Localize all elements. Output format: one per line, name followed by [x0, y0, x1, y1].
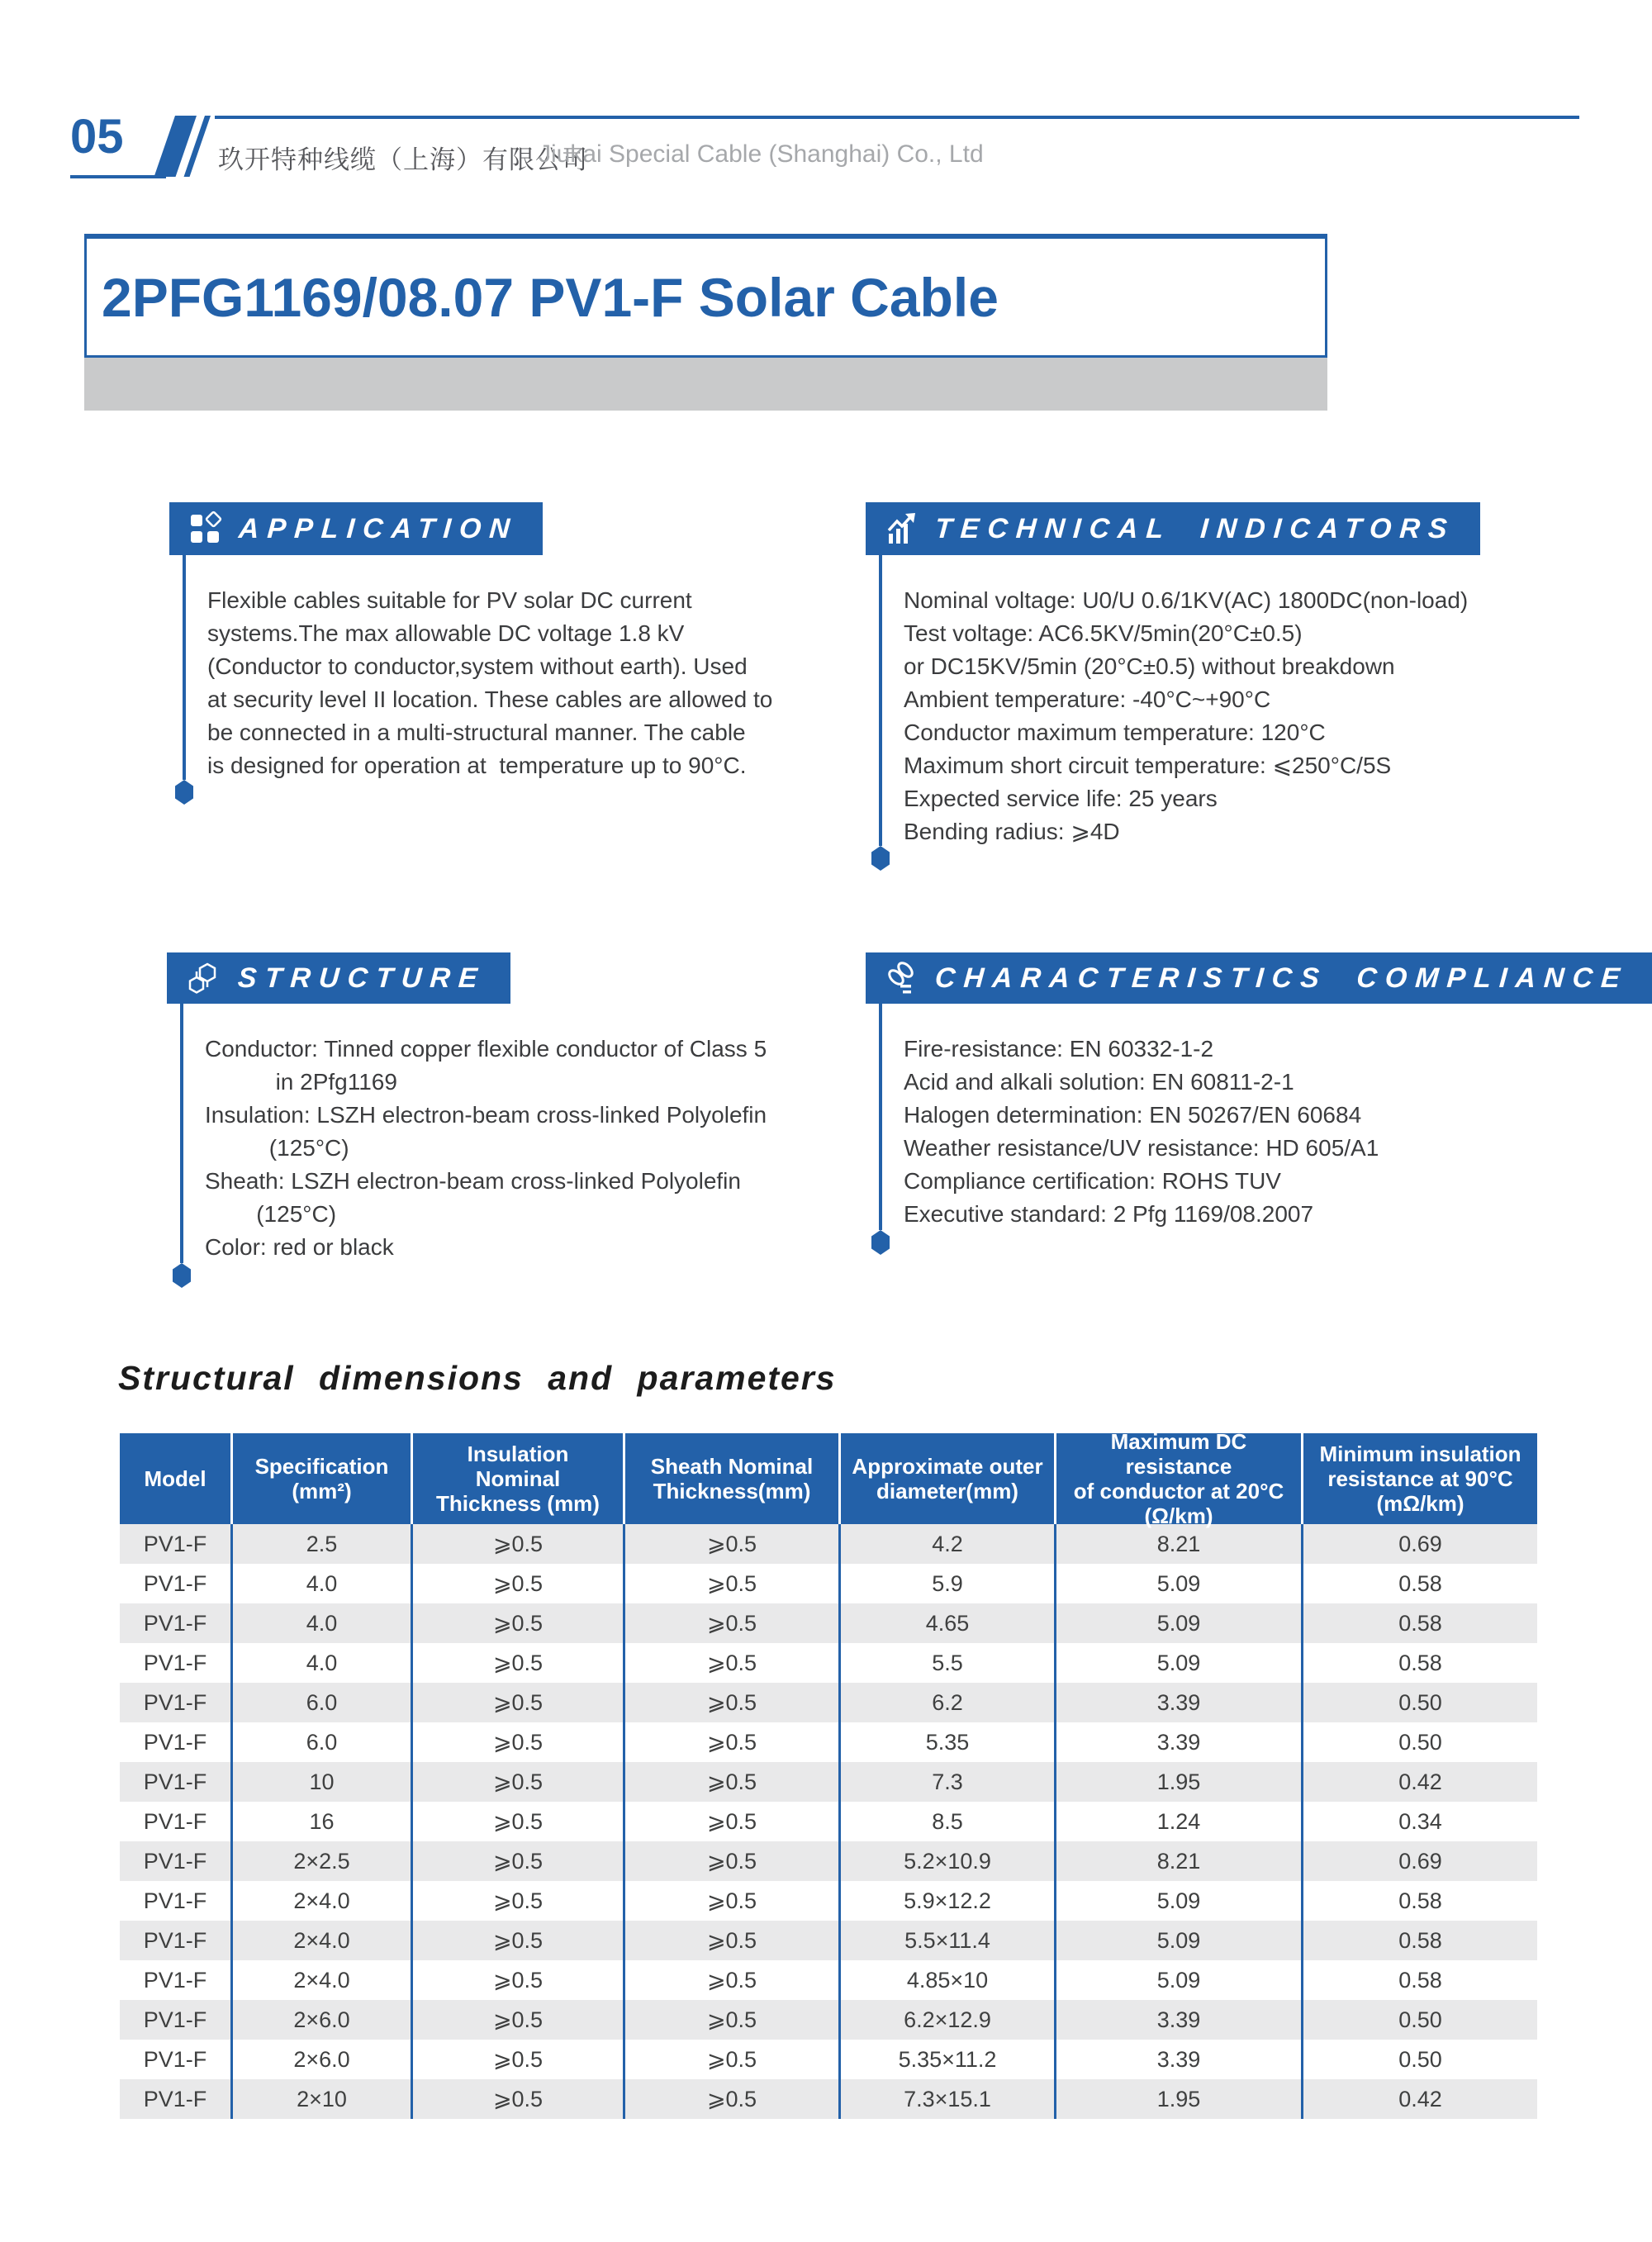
text-line: (125°C) — [205, 1201, 337, 1227]
text-line: Executive standard: 2 Pfg 1169/08.2007 — [904, 1201, 1314, 1227]
column-header-line: (Ω/km) — [1144, 1503, 1213, 1528]
text-line: Conductor maximum temperature: 120°C — [904, 720, 1326, 745]
text-line: be connected in a multi-structural manner. The cable — [207, 720, 746, 745]
table-cell: 5.09 — [1056, 1960, 1303, 2000]
table-cell: PV1-F — [120, 1921, 233, 1960]
table-header-row — [120, 1429, 1537, 1528]
column-header-line: Thickness(mm) — [653, 1479, 811, 1503]
table-cell: 5.2×10.9 — [841, 1841, 1056, 1881]
column-header — [120, 1433, 233, 1524]
text-line: Weather resistance/UV resistance: HD 605/A1 — [904, 1135, 1379, 1161]
text-line: at security level II location. These cables are allowed to — [207, 686, 773, 712]
table-cell: ⩾0.5 — [413, 1960, 625, 2000]
table-cell: 0.42 — [1398, 2086, 1442, 2111]
column-header-line: Specification — [254, 1454, 389, 1479]
table-cell: 7.3 — [841, 1762, 1056, 1802]
section-structure — [167, 952, 852, 1308]
table-cell: ⩾0.5 — [413, 1762, 625, 1802]
table-cell: ⩾0.5 — [413, 2040, 625, 2079]
column-header-line: Insulation — [467, 1442, 569, 1466]
column-header-line: diameter(mm) — [876, 1479, 1018, 1503]
table-row — [120, 1960, 1537, 2000]
table-cell: 4.85×10 — [841, 1960, 1056, 2000]
table-cell: ⩾0.5 — [413, 1802, 625, 1841]
table-cell: 8.21 — [1056, 1841, 1303, 1881]
table-cell: 4.65 — [841, 1603, 1056, 1643]
table-row — [120, 1564, 1537, 1603]
table-cell: 4.0 — [233, 1564, 413, 1603]
table-cell: 4.0 — [233, 1643, 413, 1683]
column-header-line: Minimum insulation — [1319, 1442, 1521, 1466]
text-line: in 2Pfg1169 — [205, 1069, 397, 1095]
table-cell: 5.5 — [841, 1643, 1056, 1683]
table-heading: Structural dimensions and parameters — [118, 1359, 837, 1397]
table-cell: ⩾0.5 — [625, 1722, 841, 1762]
table-cell: PV1-F — [120, 2000, 233, 2040]
text-line: Acid and alkali solution: EN 60811-2-1 — [904, 1069, 1294, 1095]
table-cell: ⩾0.5 — [625, 2079, 841, 2119]
table-body — [120, 1524, 1537, 2119]
technical-indicators-text — [866, 584, 1593, 848]
column-header-line: (mΩ/km) — [1376, 1491, 1464, 1516]
table-cell: 3.39 — [1056, 1683, 1303, 1722]
table-cell: ⩾0.5 — [413, 1921, 625, 1960]
text-line: Fire-resistance: EN 60332-1-2 — [904, 1036, 1214, 1062]
table-cell: ⩾0.5 — [625, 2000, 841, 2040]
table-cell: 5.35 — [841, 1722, 1056, 1762]
text-line: Compliance certification: ROHS TUV — [904, 1168, 1281, 1194]
table-cell: 0.58 — [1398, 1888, 1442, 1913]
table-cell: 3.39 — [1056, 2040, 1303, 2079]
table-cell: 2.5 — [233, 1524, 413, 1564]
characteristics-compliance-text — [866, 1033, 1593, 1231]
section-characteristics-compliance — [866, 952, 1630, 1283]
table-cell: PV1-F — [120, 1683, 233, 1722]
text-line: or DC15KV/5min (20°C±0.5) without breakdown — [904, 653, 1395, 679]
table-cell: ⩾0.5 — [413, 1881, 625, 1921]
text-line: Maximum short circuit temperature: ⩽250°C/5S — [904, 753, 1392, 778]
table-cell: ⩾0.5 — [625, 1683, 841, 1722]
table-row — [120, 1524, 1537, 1564]
table-cell: PV1-F — [120, 1762, 233, 1802]
table-cell: ⩾0.5 — [413, 1841, 625, 1881]
table-cell: 8.5 — [841, 1802, 1056, 1841]
table-cell: 0.58 — [1398, 1927, 1442, 1953]
table-cell: 0.42 — [1398, 1769, 1442, 1794]
table-cell: ⩾0.5 — [625, 1921, 841, 1960]
table-cell: PV1-F — [120, 1564, 233, 1603]
table-cell: 5.09 — [1056, 1921, 1303, 1960]
text-line: (125°C) — [205, 1135, 349, 1161]
table-cell: ⩾0.5 — [625, 1603, 841, 1643]
column-header-line: Nominal — [475, 1466, 561, 1491]
section-application — [169, 502, 855, 833]
title-gray-bar — [84, 358, 1327, 411]
table-row — [120, 1881, 1537, 1921]
characteristics-compliance-badge — [866, 952, 1652, 1004]
text-line: Nominal voltage: U0/U 0.6/1KV(AC) 1800DC(non-load) — [904, 587, 1469, 613]
table-cell: ⩾0.5 — [625, 2040, 841, 2079]
column-header-line: Model — [144, 1466, 206, 1491]
apps-grid-icon — [188, 511, 224, 547]
table-cell: 0.50 — [1398, 2007, 1442, 2032]
page-number: 05 — [70, 110, 124, 164]
column-header-line: Thickness (mm) — [436, 1491, 600, 1516]
column-header — [413, 1433, 625, 1524]
structure-text — [167, 1033, 852, 1264]
table-row — [120, 1722, 1537, 1762]
table-cell: PV1-F — [120, 1524, 233, 1564]
table-cell: 2×2.5 — [233, 1841, 413, 1881]
column-header — [233, 1433, 413, 1524]
table-cell: ⩾0.5 — [625, 1841, 841, 1881]
table-cell: 4.0 — [233, 1603, 413, 1643]
product-title-box — [84, 234, 1327, 358]
table-cell: 0.58 — [1398, 1650, 1442, 1675]
technical-indicators-badge — [866, 502, 1480, 555]
table-cell: 3.39 — [1056, 2000, 1303, 2040]
table-row — [120, 1643, 1537, 1683]
table-cell: ⩾0.5 — [413, 1722, 625, 1762]
text-line: Halogen determination: EN 50267/EN 60684 — [904, 1102, 1362, 1128]
header-rule — [215, 116, 1579, 119]
text-line: Bending radius: ⩾4D — [904, 819, 1120, 844]
column-header-line: Approximate outer — [852, 1454, 1043, 1479]
table-cell: 5.9×12.2 — [841, 1881, 1056, 1921]
table-cell: PV1-F — [120, 1722, 233, 1762]
table-cell: ⩾0.5 — [625, 1524, 841, 1564]
application-text — [169, 584, 855, 782]
table-cell: 0.50 — [1398, 2046, 1442, 2072]
table-cell: 1.24 — [1056, 1802, 1303, 1841]
application-badge — [169, 502, 543, 555]
table-cell: 2×4.0 — [233, 1881, 413, 1921]
section-connector-line — [183, 527, 186, 780]
table-row — [120, 1762, 1537, 1802]
table-row — [120, 1921, 1537, 1960]
section-connector-line — [879, 527, 882, 846]
column-header-line: resistance at 90°C — [1327, 1466, 1513, 1491]
text-line: Conductor: Tinned copper flexible conductor of Class 5 — [205, 1036, 767, 1062]
table-cell: PV1-F — [120, 1643, 233, 1683]
table-cell: PV1-F — [120, 1802, 233, 1841]
connector-pendant-icon — [871, 1230, 890, 1255]
table-cell: ⩾0.5 — [625, 1564, 841, 1603]
dimensions-table — [120, 1429, 1537, 2119]
table-cell: 2×6.0 — [233, 2000, 413, 2040]
table-cell: 5.5×11.4 — [841, 1921, 1056, 1960]
table-cell: ⩾0.5 — [413, 1524, 625, 1564]
text-line: systems.The max allowable DC voltage 1.8 kV — [207, 620, 685, 646]
column-header — [1303, 1433, 1537, 1524]
table-cell: ⩾0.5 — [413, 1603, 625, 1643]
column-header — [1056, 1429, 1303, 1528]
column-header-line: of conductor at 20°C — [1073, 1479, 1284, 1503]
table-row — [120, 2079, 1537, 2119]
table-cell: 2×4.0 — [233, 1921, 413, 1960]
text-line: Expected service life: 25 years — [904, 786, 1218, 811]
section-connector-line — [180, 977, 183, 1263]
text-line: Color: red or black — [205, 1234, 394, 1260]
table-cell: ⩾0.5 — [413, 1643, 625, 1683]
column-header — [841, 1433, 1056, 1524]
bar-chart-rising-icon — [884, 511, 920, 547]
connector-pendant-icon — [173, 1263, 191, 1288]
product-title: 2PFG1169/08.07 PV1-F Solar Cable — [102, 266, 999, 328]
table-cell: 2×4.0 — [233, 1960, 413, 2000]
table-cell: 4.2 — [841, 1524, 1056, 1564]
text-line: Sheath: LSZH electron-beam cross-linked Polyolefin — [205, 1168, 741, 1194]
table-row — [120, 1841, 1537, 1881]
table-cell: 0.50 — [1398, 1729, 1442, 1755]
column-header-line: Maximum DC resistance — [1110, 1429, 1247, 1479]
section-connector-line — [879, 977, 882, 1230]
characteristics-compliance-badge-label: CHARACTERISTICS COMPLIANCE — [933, 962, 1630, 994]
table-cell: PV1-F — [120, 1881, 233, 1921]
table-row — [120, 2000, 1537, 2040]
table-cell: PV1-F — [120, 1960, 233, 2000]
section-technical-indicators — [866, 502, 1593, 899]
table-cell: ⩾0.5 — [625, 1881, 841, 1921]
table-cell: 6.0 — [233, 1683, 413, 1722]
table-cell: 5.09 — [1056, 1643, 1303, 1683]
table-cell: PV1-F — [120, 2079, 233, 2119]
table-cell: 0.69 — [1398, 1848, 1442, 1874]
table-cell: 5.9 — [841, 1564, 1056, 1603]
table-row — [120, 2040, 1537, 2079]
table-cell: 0.69 — [1398, 1531, 1442, 1556]
chain-link-icon — [884, 960, 920, 996]
table-cell: ⩾0.5 — [413, 2000, 625, 2040]
table-cell: ⩾0.5 — [413, 2079, 625, 2119]
table-cell: 6.0 — [233, 1722, 413, 1762]
connector-pendant-icon — [175, 780, 193, 805]
table-cell: 16 — [233, 1802, 413, 1841]
table-cell: ⩾0.5 — [625, 1762, 841, 1802]
table-row — [120, 1683, 1537, 1722]
text-line: Insulation: LSZH electron-beam cross-linked Polyolefin — [205, 1102, 767, 1128]
table-row — [120, 1802, 1537, 1841]
table-cell: 5.35×11.2 — [841, 2040, 1056, 2079]
table-cell: 6.2×12.9 — [841, 2000, 1056, 2040]
table-cell: 8.21 — [1056, 1524, 1303, 1564]
table-cell: ⩾0.5 — [413, 1683, 625, 1722]
table-cell: ⩾0.5 — [625, 1802, 841, 1841]
table-cell: ⩾0.5 — [625, 1643, 841, 1683]
table-cell: 3.39 — [1056, 1722, 1303, 1762]
table-cell: PV1-F — [120, 1841, 233, 1881]
table-cell: 0.50 — [1398, 1689, 1442, 1715]
table-cell: ⩾0.5 — [625, 1960, 841, 2000]
application-badge-label: APPLICATION — [237, 512, 520, 544]
company-name-chinese: 玖开特种线缆（上海）有限公司 — [218, 145, 588, 174]
text-line: is designed for operation at temperature up to 90°C. — [207, 753, 747, 778]
table-cell: 5.09 — [1056, 1603, 1303, 1643]
column-header-line: (mm²) — [292, 1479, 352, 1503]
text-line: (Conductor to conductor,system without earth). Used — [207, 653, 748, 679]
text-line: Flexible cables suitable for PV solar DC current — [207, 587, 692, 613]
table-cell: PV1-F — [120, 1603, 233, 1643]
table-cell: 5.09 — [1056, 1881, 1303, 1921]
table-cell: 10 — [233, 1762, 413, 1802]
column-header — [625, 1433, 841, 1524]
structure-badge — [167, 952, 510, 1004]
table-row — [120, 1603, 1537, 1643]
text-line: Test voltage: AC6.5KV/5min(20°C±0.5) — [904, 620, 1303, 646]
table-cell: 6.2 — [841, 1683, 1056, 1722]
text-line: Ambient temperature: -40°C~+90°C — [904, 686, 1271, 712]
structure-badge-label: STRUCTURE — [236, 962, 487, 994]
table-cell: 2×10 — [233, 2079, 413, 2119]
page-number-underline — [70, 175, 166, 178]
molecule-hexagons-icon — [185, 959, 223, 997]
technical-indicators-badge-label: TECHNICAL INDICATORS — [933, 512, 1457, 544]
company-name-english: Jiukai Special Cable (Shanghai) Co., Ltd — [539, 140, 984, 168]
table-cell: 0.58 — [1398, 1610, 1442, 1636]
table-cell: 0.58 — [1398, 1967, 1442, 1993]
column-header-line: Sheath Nominal — [650, 1454, 814, 1479]
table-cell: 5.09 — [1056, 1564, 1303, 1603]
table-cell: 1.95 — [1056, 1762, 1303, 1802]
connector-pendant-icon — [871, 846, 890, 871]
table-cell: 2×6.0 — [233, 2040, 413, 2079]
table-cell: PV1-F — [120, 2040, 233, 2079]
table-cell: ⩾0.5 — [413, 1564, 625, 1603]
table-cell: 0.34 — [1398, 1808, 1442, 1834]
table-cell: 0.58 — [1398, 1570, 1442, 1596]
table-cell: 7.3×15.1 — [841, 2079, 1056, 2119]
table-cell: 1.95 — [1056, 2079, 1303, 2119]
